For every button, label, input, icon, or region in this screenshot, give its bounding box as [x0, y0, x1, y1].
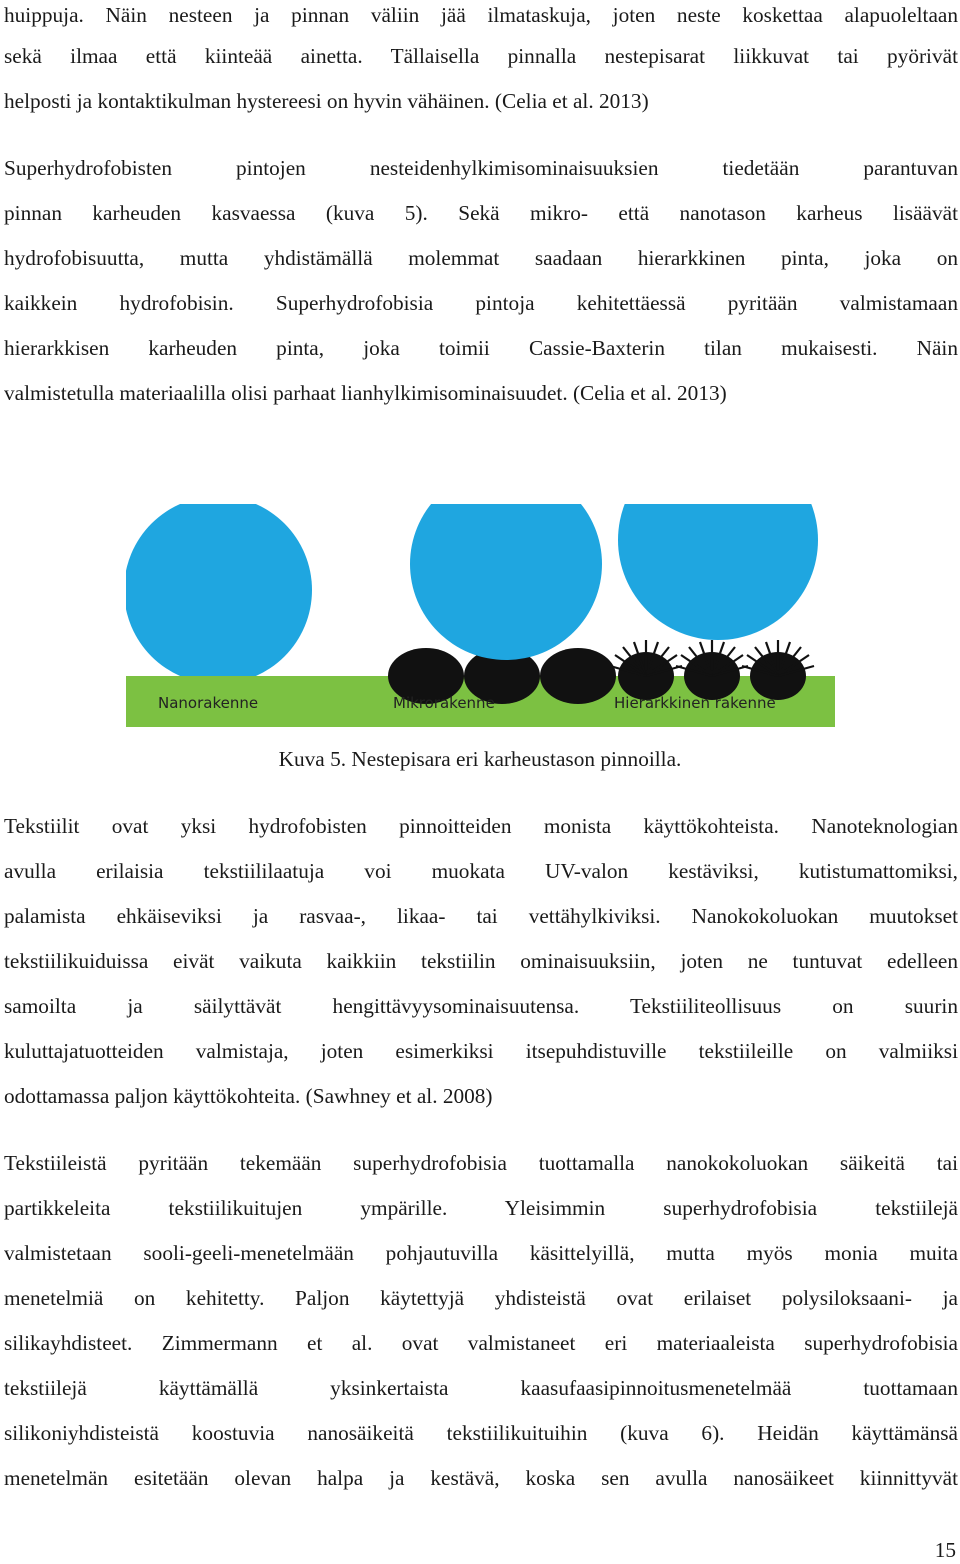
text-line: silikoniyhdisteistä koostuvia nanosäikeitä tekstiilikuituihin (kuva 6). Heidän käyttämänsä — [4, 1421, 958, 1445]
text-line: huippuja. Näin nesteen ja pinnan väliin jää ilmataskuja, joten neste koskettaa alapuoleltaan — [4, 3, 958, 27]
text-line: valmistetulla materiaalilla olisi parhaat lianhylkimisominaisuudet. (Celia et al. 2013) — [4, 381, 727, 405]
text-line: hydrofobisuutta, mutta yhdistämällä molemmat saadaan hierarkkinen pinta, joka on — [4, 246, 958, 270]
text-line: kuluttajatuotteiden valmistaja, joten esimerkiksi itsepuhdistuville tekstiileille on valmiiksi — [4, 1039, 958, 1063]
text-line: kaikkein hydrofobisin. Superhydrofobisia pintoja kehitettäessä pyritään valmistamaan — [4, 291, 958, 315]
text-line: tekstiilikuiduissa eivät vaikuta kaikkiin tekstiilin ominaisuuksiin, joten ne tuntuvat edelleen — [4, 949, 958, 973]
label-mikrorakenne: Mikrorakenne — [393, 694, 495, 712]
text-line: pinnan karheuden kasvaessa (kuva 5). Sekä mikro- että nanotason karheus lisäävät — [4, 201, 958, 225]
text-line: Tekstiileistä pyritään tekemään superhydrofobisia tuottamalla nanokokoluokan säikeitä tai — [4, 1151, 958, 1175]
droplet-micro — [410, 504, 602, 660]
text-line: menetelmän esitetään olevan halpa ja kestävä, koska sen avulla nanosäikeet kiinnittyvät — [4, 1466, 958, 1490]
figure-droplets-on-surfaces — [126, 504, 835, 727]
text-line: palamista ehkäiseviksi ja rasvaa-, likaa- tai vettähylkiviksi. Nanokokoluokan muutokset — [4, 904, 958, 928]
text-line: hierarkkisen karheuden pinta, joka toimii Cassie-Baxterin tilan mukaisesti. Näin — [4, 336, 958, 360]
text-line: menetelmiä on kehitetty. Paljon käytettyjä yhdisteistä ovat erilaiset polysiloksaani- ja — [4, 1286, 958, 1310]
label-nanorakenne: Nanorakenne — [158, 694, 259, 712]
droplet-hierarchical — [618, 504, 818, 640]
hierarchical-bumps — [610, 640, 814, 700]
text-line: Superhydrofobisten pintojen nesteidenhylkimisominaisuuksien tiedetään parantuvan — [4, 156, 958, 180]
page-number: 15 — [934, 1538, 956, 1562]
text-line: odottamassa paljon käyttökohteita. (Sawhney et al. 2008) — [4, 1084, 493, 1108]
droplet-nano — [126, 504, 312, 684]
text-line: helposti ja kontaktikulman hystereesi on hyvin vähäinen. (Celia et al. 2013) — [4, 89, 649, 113]
text-line: tekstiilejä käyttämällä yksinkertaista kaasufaasipinnoitusmenetelmää tuottamaan — [4, 1376, 958, 1400]
label-hierarkkinen-rakenne: Hierarkkinen rakenne — [614, 694, 776, 712]
text-line: sekä ilmaa että kiinteää ainetta. Tällaisella pinnalla nestepisarat liikkuvat tai pyörivät — [4, 44, 958, 68]
text-line: valmistetaan sooli-geeli-menetelmään pohjautuvilla käsittelyillä, mutta myös monia muita — [4, 1241, 958, 1265]
text-line: partikkeleita tekstiilikuitujen ympärille. Yleisimmin superhydrofobisia tekstiilejä — [4, 1196, 958, 1220]
text-line: samoilta ja säilyttävät hengittävyysominaisuutensa. Tekstiiliteollisuus on suurin — [4, 994, 958, 1018]
text-line: Tekstiilit ovat yksi hydrofobisten pinnoitteiden monista käyttökohteista. Nanoteknologian — [4, 814, 958, 838]
figure-caption: Kuva 5. Nestepisara eri karheustason pinnoilla. — [278, 747, 682, 771]
text-line: silikayhdisteet. Zimmermann et al. ovat valmistaneet eri materiaaleista superhydrofobisia — [4, 1331, 958, 1355]
text-line: avulla erilaisia tekstiililaatuja voi muokata UV-valon kestäviksi, kutistumattomiksi, — [4, 859, 958, 883]
